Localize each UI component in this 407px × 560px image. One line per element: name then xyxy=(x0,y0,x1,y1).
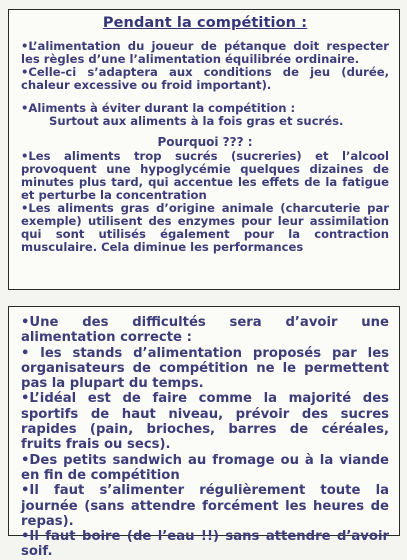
list-item: •Il faut boire (de l’eau !!) sans attendre d’avoir soif. xyxy=(21,529,389,560)
why-heading: Pourquoi ??? : xyxy=(157,134,253,149)
list-item: •L’alimentation du joueur de pétanque doit respecter les règles d’une l’alimentation équilibrée ordinaire. xyxy=(21,39,389,67)
list-item: •Celle-ci s’adaptera aux conditions de jeu (durée, chaleur excessive ou froid important). xyxy=(21,65,389,93)
competition-panel xyxy=(8,9,400,290)
list-item: •Les aliments gras d’origine animale (charcuterie par exemple) utilisent des enzymes pour leur assimilation qui sont utilisés également pour la contraction musculaire. Cela diminue les performances xyxy=(21,200,389,255)
avoid-detail: Surtout aux aliments à la fois gras et sucrés. xyxy=(49,114,344,129)
avoid-heading: •Aliments à éviter durant la compétition : xyxy=(21,101,296,116)
list-item: •Des petits sandwich au fromage ou à la viande en fin de compétition xyxy=(21,452,389,483)
page-title: Pendant la compétition : xyxy=(102,15,308,31)
list-item: •Les aliments trop sucrés (sucreries) et l’alcool provoquent une hypoglycémie quelques dizaines de minutes plus tard, qui accentue les effets de la fatigue et perturbe la concentration xyxy=(21,148,389,202)
list-item: •Une des difficultés sera d’avoir une alimentation correcte : xyxy=(21,315,389,346)
list-item: •L’idéal est de faire comme la majorité des sportifs de haut niveau, prévoir des sucres rapides (pain, brioches, barres de céréales, fruits frais ou secs). xyxy=(21,391,389,453)
list-item: • les stands d’alimentation proposés par les organisateurs de compétition ne le permettent pas la plupart du temps. xyxy=(21,345,389,392)
list-item: •Il faut s’alimenter régulièrement toute la journée (sans attendre forcément les heures de repas). xyxy=(21,483,389,529)
nutrition-tips-panel xyxy=(8,306,400,560)
